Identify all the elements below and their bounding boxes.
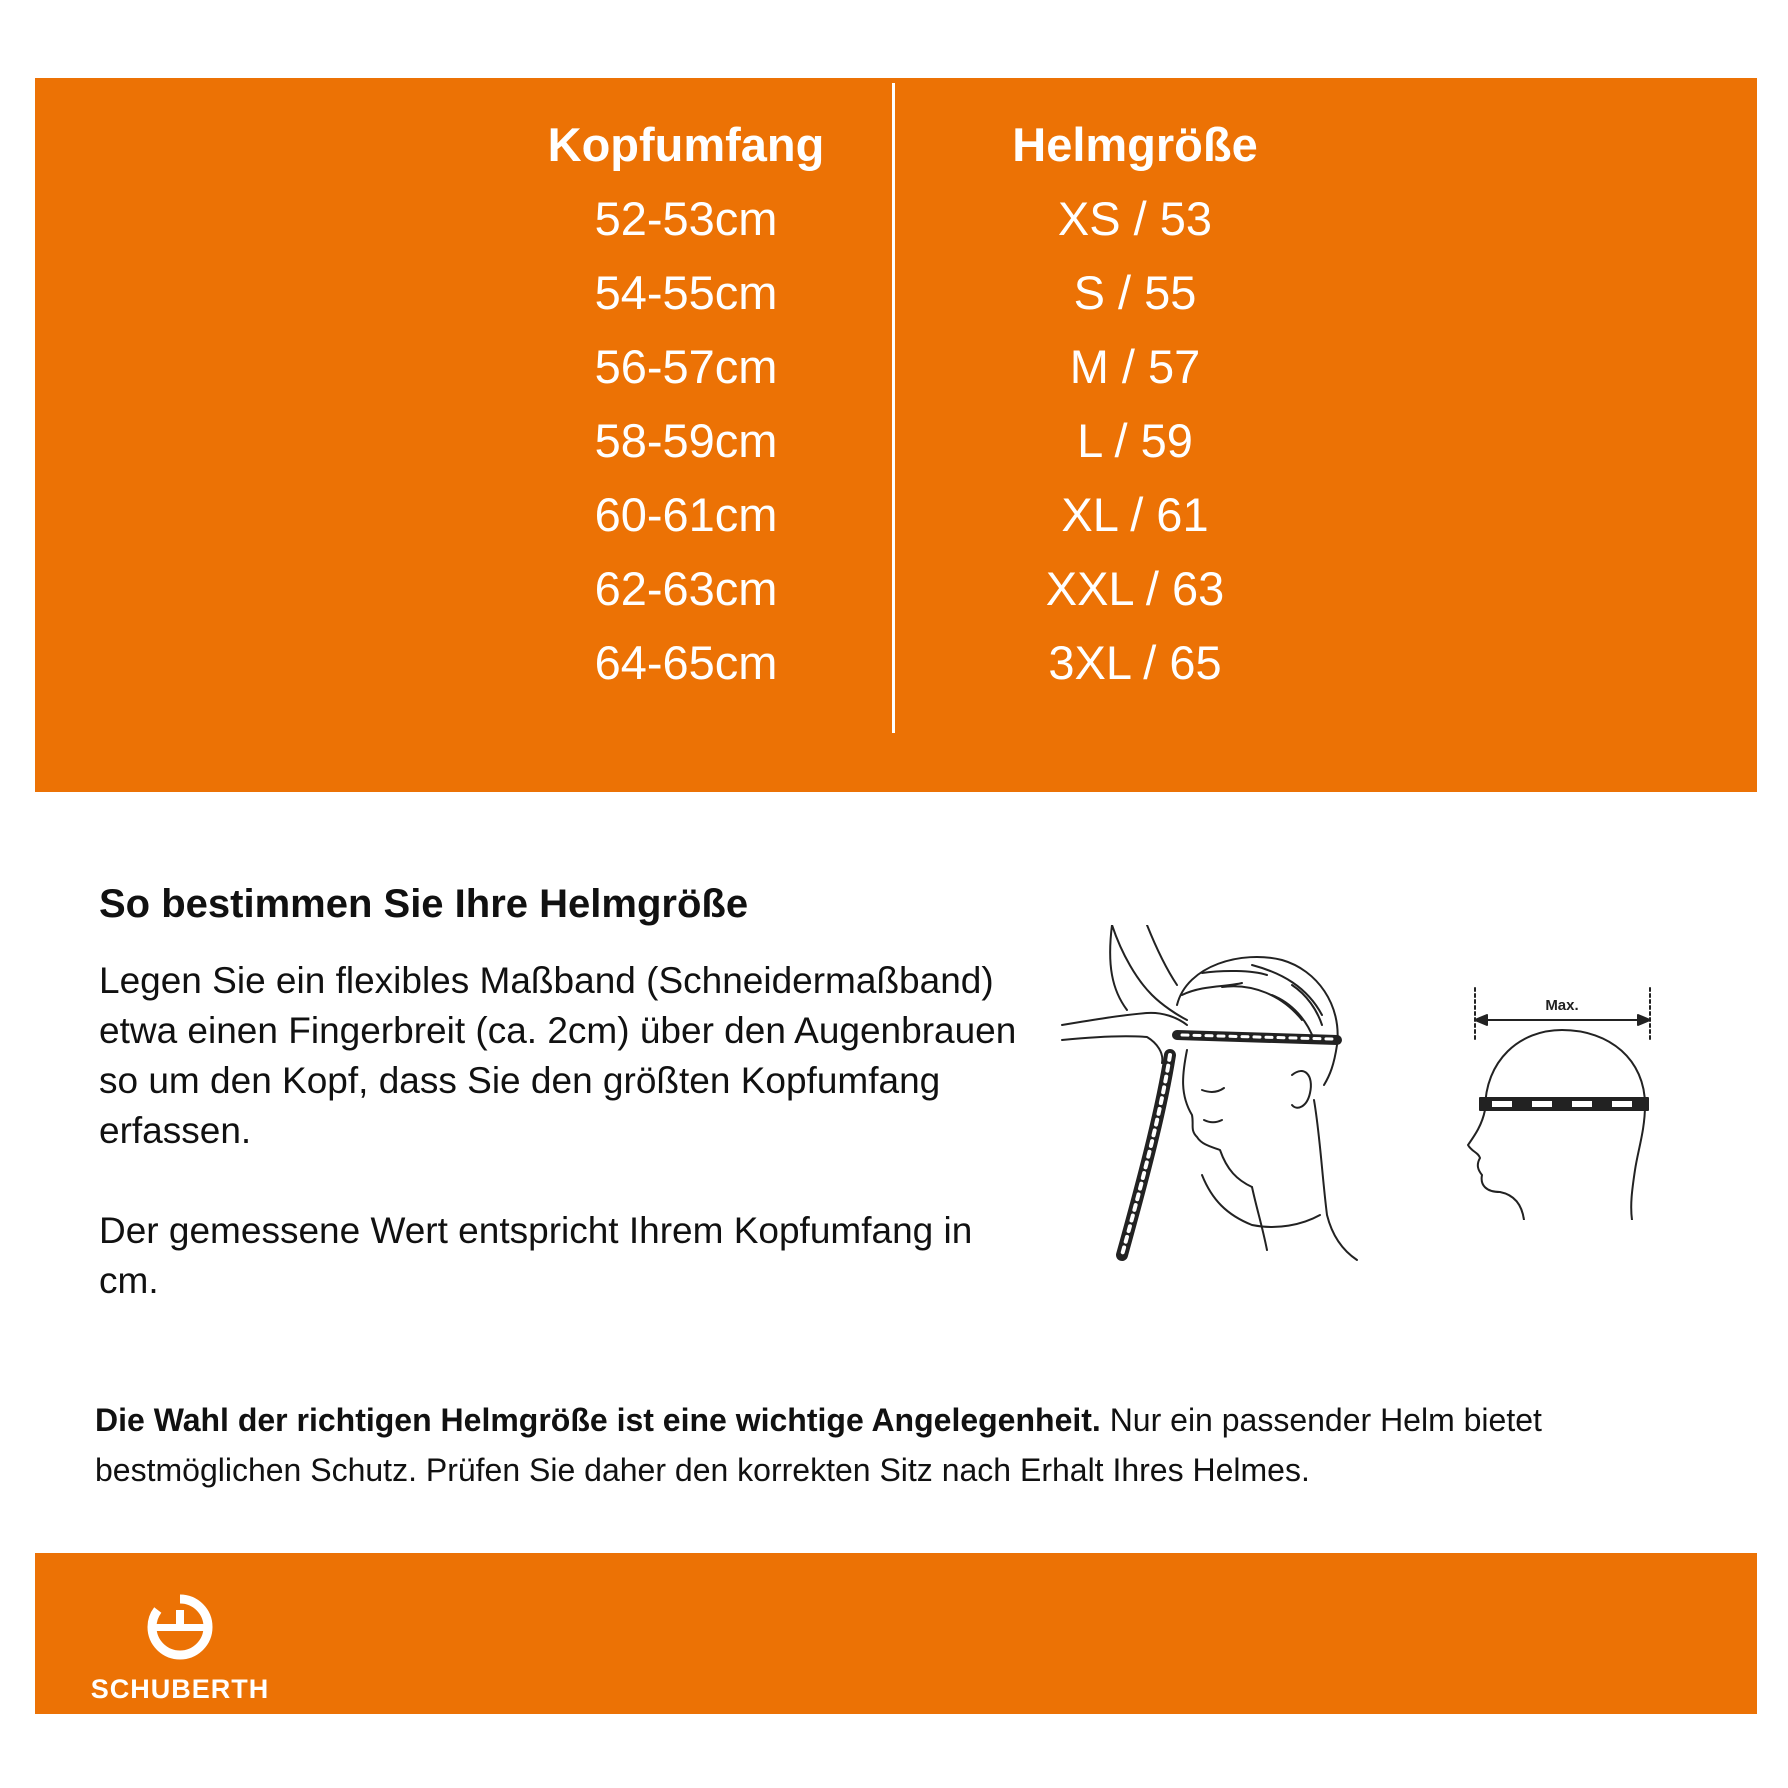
table-cell: XS / 53 [1057,192,1213,245]
table-cell: 58-59cm [594,414,778,467]
head-circumference-header: Kopfumfang [547,118,825,171]
table-cell: M / 57 [1069,340,1201,393]
brand-name: SCHUBERTH [90,1674,270,1704]
table-cell: 52-53cm [594,192,778,245]
notice-emphasis: Die Wahl der richtigen Helmgröße ist eine wichtige Angelegenheit. [95,1402,1101,1438]
helmet-size-column [925,108,1345,700]
table-cell: XL / 61 [1061,488,1209,541]
table-cell: 54-55cm [594,266,778,319]
footer-bar [35,1553,1757,1714]
table-cell: 62-63cm [594,562,778,615]
schuberth-logo-icon [145,1592,215,1662]
notice-text: Nur ein passender Helm bietet bestmöglichen Schutz. Prüfen Sie daher den korrekten Sitz nach Erhalt Ihres Helmes. [95,1402,1542,1488]
head-profile-diagram [1460,980,1670,1220]
table-cell: 3XL / 65 [1048,636,1222,689]
sizing-notice [95,1395,1735,1495]
helmet-size-header: Helmgröße [1012,118,1258,171]
table-cell: 60-61cm [594,488,778,541]
measuring-head-illustration [1052,925,1362,1265]
measurement-instructions [99,874,1019,1306]
table-cell: S / 55 [1073,266,1197,319]
instructions-paragraph: Der gemessene Wert entspricht Ihrem Kopfumfang in cm. [99,1210,973,1301]
head-circumference-column [476,108,896,700]
size-table-panel [35,78,1757,792]
max-label: Max. [1545,997,1579,1014]
instructions-paragraph: Legen Sie ein flexibles Maßband (Schneidermaßband) etwa einen Fingerbreit (ca. 2cm) über den Augenbrauen so um den Kopf, dass Sie den größten Kopfumfang erfassen. [99,960,1017,1151]
instructions-title: So bestimmen Sie Ihre Helmgröße [99,882,749,926]
table-cell: 64-65cm [594,636,778,689]
column-divider [892,83,895,733]
table-cell: XXL / 63 [1045,562,1225,615]
table-cell: L / 59 [1077,414,1193,467]
table-cell: 56-57cm [594,340,778,393]
